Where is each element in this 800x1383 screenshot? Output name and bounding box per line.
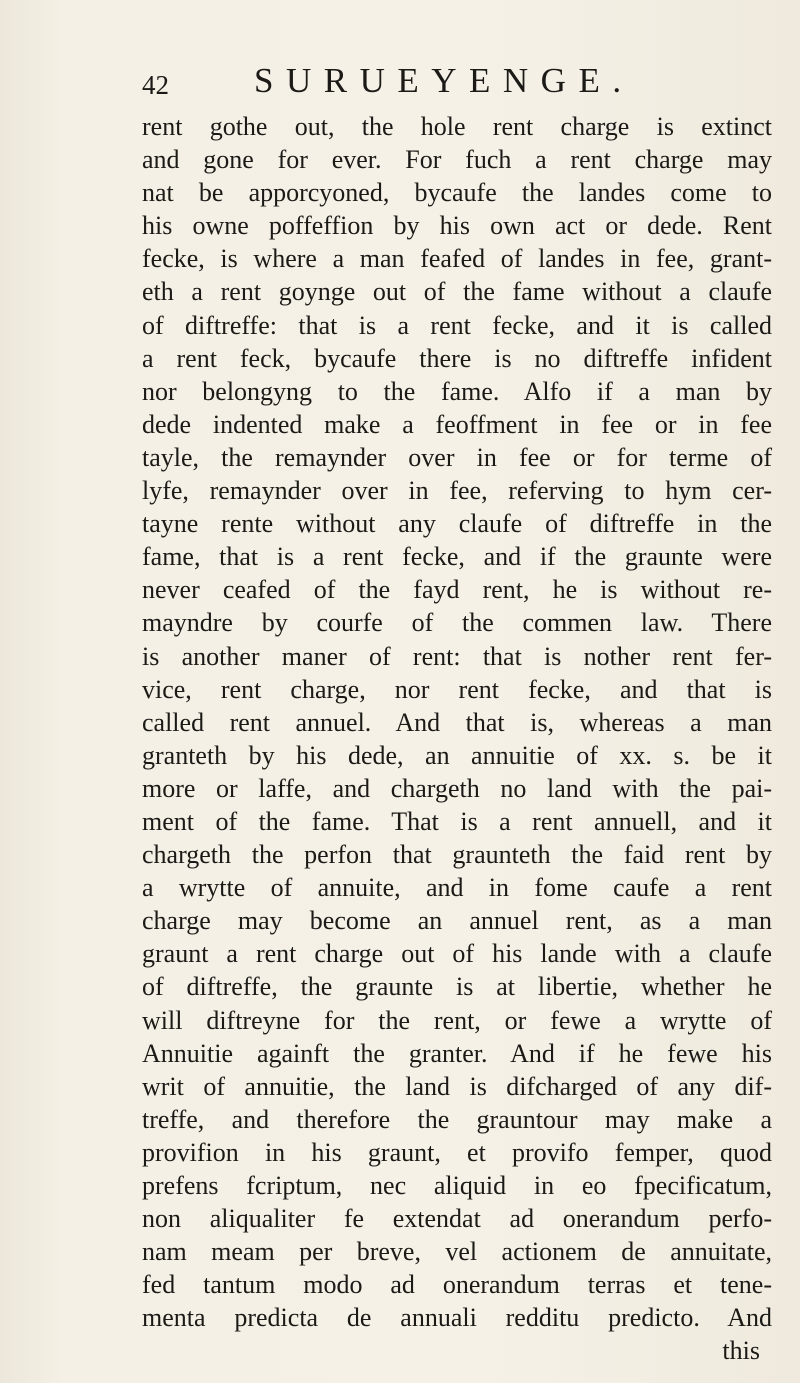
text-line: of diftreffe: that is a rent fecke, and it is called — [142, 310, 772, 340]
text-line: is another maner of rent: that is nother rent fer- — [142, 641, 772, 671]
text-line: menta predicta de annuali redditu predicto. And — [142, 1303, 772, 1333]
text-line: Annuitie againft the granter. And if he fewe his — [142, 1038, 772, 1068]
text-line: nam meam per breve, vel actionem de annuitate, — [142, 1237, 772, 1267]
text-line: fed tantum modo ad onerandum terras et tene- — [142, 1270, 772, 1300]
text-line: and gone for ever. For fuch a rent charge may — [142, 145, 772, 175]
text-line: nor belongyng to the fame. Alfo if a man by — [142, 376, 772, 406]
text-line: lyfe, remaynder over in fee, referving to hym cer- — [142, 476, 772, 506]
text-line: will diftreyne for the rent, or fewe a wrytte of — [142, 1005, 772, 1035]
page-header — [142, 62, 662, 102]
text-line: prefens fcriptum, nec aliquid in eo fpecificatum, — [142, 1171, 772, 1200]
text-line: fame, that is a rent fecke, and if the graunte were — [142, 542, 772, 572]
text-line: of diftreffe, the graunte is at libertie, whether he — [142, 972, 772, 1002]
text-line: a rent feck, bycaufe there is no diftreffe infident — [142, 343, 772, 373]
page-number: 42 — [142, 70, 169, 100]
text-line: non aliqualiter fe extendat ad onerandum perfo- — [142, 1204, 772, 1234]
text-line: treffe, and therefore the grauntour may make a — [142, 1104, 772, 1134]
catchword: this — [722, 1336, 760, 1366]
text-line: mayndre by courfe of the commen law. There — [142, 608, 772, 638]
text-line: provifion in his graunt, et provifo femper, quod — [142, 1137, 772, 1167]
text-line: charge may become an annuel rent, as a man — [142, 906, 772, 936]
text-line: his owne poffeffion by his own act or dede. Rent — [142, 211, 772, 241]
text-line: eth a rent goynge out of the fame without a claufe — [142, 277, 772, 307]
text-line: called rent annuel. And that is, whereas a man — [142, 707, 772, 737]
text-line: never ceafed of the fayd rent, he is without re- — [142, 575, 772, 605]
text-line: vice, rent charge, nor rent fecke, and that is — [142, 674, 772, 704]
running-head: SURUEYENGE. — [254, 61, 634, 100]
text-line: tayle, the remaynder over in fee or for terme of — [142, 442, 772, 472]
body-text — [142, 110, 772, 1368]
text-line: more or laffe, and chargeth no land with the pai- — [142, 773, 772, 803]
text-line: tayne rente without any claufe of diftreffe in the — [142, 509, 772, 539]
text-line: writ of annuitie, the land is difcharged of any dif- — [142, 1071, 772, 1101]
text-line: fecke, is where a man feafed of landes in fee, grant- — [142, 244, 772, 274]
text-line: granteth by his dede, an annuitie of xx. s. be it — [142, 740, 772, 770]
text-line: rent gothe out, the hole rent charge is extinct — [142, 112, 772, 141]
text-line: chargeth the perfon that graunteth the faid rent by — [142, 840, 772, 870]
text-line: graunt a rent charge out of his lande with a claufe — [142, 939, 772, 969]
text-line: a wrytte of annuite, and in fome caufe a rent — [142, 873, 772, 903]
text-line: dede indented make a feoffment in fee or in fee — [142, 409, 772, 439]
text-line: ment of the fame. That is a rent annuell, and it — [142, 806, 772, 836]
text-line: nat be apporcyoned, bycaufe the landes come to — [142, 178, 772, 208]
